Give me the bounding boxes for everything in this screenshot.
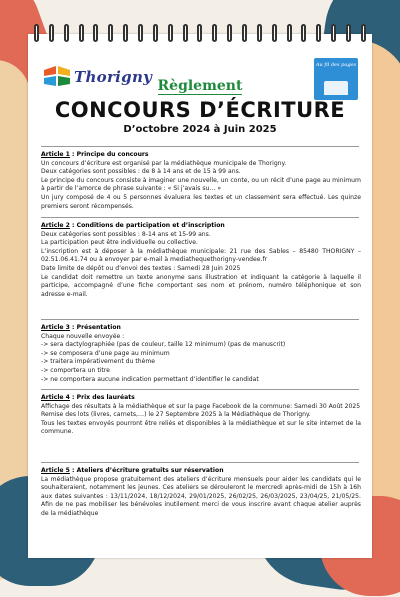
article-line: Le candidat doit remettre un texte anonyme sans illustration et indiquant la catégorie à laquelle il participe, accompagné d’une fiche comportant ses nom et prénom, numéro téléphonique et son adresse e-mail. xyxy=(41,273,361,298)
article-line: Un jury composé de 4 ou 5 personnes évaluera les textes et un classement sera effectué. Les quinze premiers seront récompensés. xyxy=(41,193,361,210)
article-heading: Article 4 : Prix des lauréats xyxy=(41,394,135,401)
spiral-binding xyxy=(34,24,366,44)
article-line: Tous les textes envoyés pourront être reliés et disponibles à la médiathèque et sur le site internet de la commune. xyxy=(41,419,361,436)
article-line: La participation peut être individuelle ou collective. xyxy=(41,239,198,247)
article-line: La médiathèque propose gratuitement des ateliers d’écriture mensuels pour aider les candidats qui le souhaiteraient, notamment les jeunes. Ces ateliers se dérouleront le mercredi après-midi de 15h à 16h aux dates suivantes : 13/11/2024, 18/12/2024, 29/01/2025, 26/02/25, 26/03/2025, 23/04/25, 21/05/25. Afin de ne pas mobiliser les bénévoles inutilement merci de vous inscrire avant chaque atelier auprès de la médiathèque xyxy=(41,475,361,517)
article-line: -> comportera un titre xyxy=(41,366,110,374)
page-title: CONCOURS D’ÉCRITURE xyxy=(54,98,346,122)
article-1 xyxy=(41,151,361,211)
article-heading: Article 3 : Présentation xyxy=(41,324,121,331)
reglement-heading: Règlement xyxy=(157,78,243,94)
article-line: -> ne comportera aucune indication permettant d’identifier le candidat xyxy=(41,375,259,383)
page-subtitle: D’octobre 2024 à Juin 2025 xyxy=(123,124,277,135)
article-2 xyxy=(41,222,361,299)
article-line: -> sera dactylographiée (pas de couleur, taille 12 minimum) (pas de manuscrit) xyxy=(41,341,286,349)
logo-text: Thorigny xyxy=(74,68,153,86)
article-line: Le principe du concours consiste à imaginer une nouvelle, un conte, ou un récit d’une page au minimum à partir de l’amorce de phrase suivante : « Si j’avais su… » xyxy=(41,176,361,193)
divider xyxy=(41,462,359,463)
divider xyxy=(41,217,359,218)
article-line: Chaque nouvelle envoyée : xyxy=(41,332,125,340)
article-5 xyxy=(41,467,361,519)
divider xyxy=(41,389,359,390)
divider xyxy=(41,146,359,147)
article-line: -> traitera impérativement du thème xyxy=(41,358,156,366)
article-line: Deux catégories sont possibles : 8-14 ans et 15-99 ans. xyxy=(41,230,211,238)
article-line: L’inscription est à déposer à la médiathèque municipale: 21 rue des Sables – 85480 THORIGNY – 02.51.06.41.74 ou à envoyer par e-mail à mediathequethorigny-vendee.fr xyxy=(41,247,361,264)
article-heading: Article 5 : Ateliers d’écriture gratuits sur réservation xyxy=(41,467,224,474)
article-heading: Article 2 : Conditions de participation et d’inscription xyxy=(41,222,225,229)
notepad-page xyxy=(28,34,372,558)
article-line: Affichage des résultats à la médiathèque et sur la page Facebook de la commune: Samedi 30 Août 2025 xyxy=(41,402,361,410)
article-4 xyxy=(41,394,361,437)
badge-text: Au fil des pages xyxy=(315,62,357,68)
article-line: Remise des lots (livres, carnets,…) le 27 Septembre 2025 à la Médiathèque de Thorigny. xyxy=(41,411,311,419)
article-line: -> se composera d’une page au minimum xyxy=(41,349,170,357)
article-line: Deux catégories sont possibles : de 8 à 14 ans et de 15 à 99 ans. xyxy=(41,168,241,176)
article-line: Date limite de dépôt ou d’envoi des textes : Samedi 28 Juin 2025 xyxy=(41,264,241,272)
article-3 xyxy=(41,324,361,384)
article-heading: Article 1 : Principe du concours xyxy=(41,151,149,158)
divider xyxy=(41,319,359,320)
article-line: Un concours d’écriture est organisé par la médiathèque municipale de Thorigny. xyxy=(41,159,287,167)
